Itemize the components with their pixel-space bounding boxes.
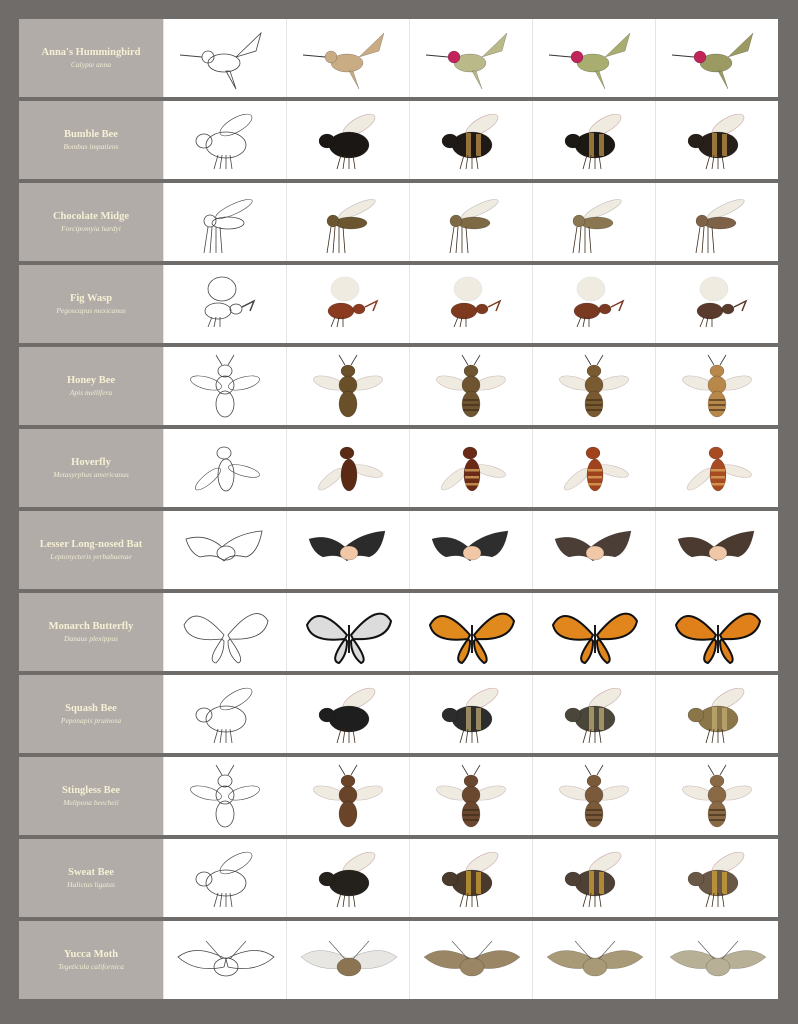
illustration-detailed-shading — [532, 675, 655, 753]
species-illustration-grid — [19, 19, 778, 1005]
species-label — [19, 19, 163, 97]
honeybee-illustration — [166, 349, 284, 423]
illustration-outline-sketch — [163, 19, 286, 97]
species-common-name: Fig Wasp — [69, 293, 113, 305]
bat-illustration — [658, 513, 776, 587]
illustration-final-render — [655, 757, 778, 835]
species-row — [19, 921, 778, 999]
hummingbird-illustration — [412, 21, 530, 95]
stingless-illustration — [658, 759, 776, 833]
illustration-outline-sketch — [163, 183, 286, 261]
squashbee-illustration — [166, 677, 284, 751]
illustration-basic-shading — [409, 593, 532, 671]
illustration-outline-sketch — [163, 429, 286, 507]
bat-illustration — [289, 513, 407, 587]
species-label — [19, 265, 163, 343]
species-common-name: Anna's Hummingbird — [41, 47, 141, 59]
species-row — [19, 593, 778, 671]
hummingbird-illustration — [658, 21, 776, 95]
stingless-illustration — [535, 759, 653, 833]
moth-illustration — [535, 923, 653, 997]
species-row — [19, 265, 778, 343]
midge-illustration — [658, 185, 776, 259]
species-row — [19, 429, 778, 507]
illustration-outline-sketch — [163, 101, 286, 179]
illustration-outline-sketch — [163, 265, 286, 343]
illustration-flat-color — [286, 511, 409, 589]
hummingbird-illustration — [166, 21, 284, 95]
species-row — [19, 675, 778, 753]
illustration-basic-shading — [409, 921, 532, 999]
species-label — [19, 511, 163, 589]
hoverfly-illustration — [535, 431, 653, 505]
illustration-final-render — [655, 839, 778, 917]
butterfly-illustration — [289, 595, 407, 669]
illustration-flat-color — [286, 675, 409, 753]
illustration-outline-sketch — [163, 675, 286, 753]
stingless-illustration — [166, 759, 284, 833]
squashbee-illustration — [412, 677, 530, 751]
illustration-flat-color — [286, 429, 409, 507]
illustration-final-render — [655, 265, 778, 343]
illustration-basic-shading — [409, 675, 532, 753]
honeybee-illustration — [658, 349, 776, 423]
sweatbee-illustration — [535, 841, 653, 915]
species-label — [19, 593, 163, 671]
illustration-detailed-shading — [532, 183, 655, 261]
species-scientific-name: Melipona beecheii — [63, 797, 119, 807]
species-scientific-name: Metasyrphus americanus — [53, 469, 129, 479]
butterfly-illustration — [412, 595, 530, 669]
illustration-outline-sketch — [163, 839, 286, 917]
illustration-detailed-shading — [532, 265, 655, 343]
honeybee-illustration — [535, 349, 653, 423]
illustration-detailed-shading — [532, 429, 655, 507]
hoverfly-illustration — [166, 431, 284, 505]
illustration-flat-color — [286, 19, 409, 97]
illustration-outline-sketch — [163, 511, 286, 589]
species-label — [19, 429, 163, 507]
wasp-illustration — [535, 267, 653, 341]
butterfly-illustration — [535, 595, 653, 669]
illustration-basic-shading — [409, 265, 532, 343]
illustration-outline-sketch — [163, 921, 286, 999]
illustration-flat-color — [286, 101, 409, 179]
species-scientific-name: Forcipomyia hardyi — [61, 223, 121, 233]
illustration-basic-shading — [409, 511, 532, 589]
species-label — [19, 757, 163, 835]
bumblebee-illustration — [166, 103, 284, 177]
illustration-outline-sketch — [163, 757, 286, 835]
species-row — [19, 511, 778, 589]
bat-illustration — [535, 513, 653, 587]
illustration-final-render — [655, 511, 778, 589]
species-scientific-name: Calypte anna — [70, 59, 112, 69]
sweatbee-illustration — [289, 841, 407, 915]
illustration-outline-sketch — [163, 347, 286, 425]
species-common-name: Hoverfly — [71, 457, 111, 469]
bumblebee-illustration — [535, 103, 653, 177]
illustration-flat-color — [286, 265, 409, 343]
species-row — [19, 757, 778, 835]
illustration-flat-color — [286, 593, 409, 671]
illustration-basic-shading — [409, 183, 532, 261]
illustration-detailed-shading — [532, 921, 655, 999]
species-common-name: Yucca Moth — [63, 949, 119, 961]
species-label — [19, 101, 163, 179]
squashbee-illustration — [658, 677, 776, 751]
species-scientific-name: Danaus plexippus — [64, 633, 118, 643]
midge-illustration — [166, 185, 284, 259]
midge-illustration — [535, 185, 653, 259]
stingless-illustration — [412, 759, 530, 833]
species-row — [19, 183, 778, 261]
species-row — [19, 19, 778, 97]
species-row — [19, 101, 778, 179]
bat-illustration — [166, 513, 284, 587]
species-row — [19, 347, 778, 425]
butterfly-illustration — [166, 595, 284, 669]
species-common-name: Lesser Long-nosed Bat — [39, 539, 143, 551]
species-common-name: Chocolate Midge — [52, 211, 130, 223]
squashbee-illustration — [289, 677, 407, 751]
moth-illustration — [166, 923, 284, 997]
illustration-final-render — [655, 593, 778, 671]
hummingbird-illustration — [535, 21, 653, 95]
illustration-final-render — [655, 429, 778, 507]
wasp-illustration — [166, 267, 284, 341]
illustration-flat-color — [286, 183, 409, 261]
species-label — [19, 921, 163, 999]
moth-illustration — [289, 923, 407, 997]
species-scientific-name: Bombus impatiens — [63, 141, 119, 151]
bumblebee-illustration — [658, 103, 776, 177]
species-row — [19, 839, 778, 917]
honeybee-illustration — [412, 349, 530, 423]
species-common-name: Bumble Bee — [64, 129, 118, 141]
illustration-detailed-shading — [532, 101, 655, 179]
species-scientific-name: Halictus ligatus — [67, 879, 115, 889]
illustration-basic-shading — [409, 757, 532, 835]
illustration-final-render — [655, 101, 778, 179]
illustration-basic-shading — [409, 429, 532, 507]
species-scientific-name: Leptonycteris yerbabuenae — [50, 551, 132, 561]
species-scientific-name: Peponapis pruinosa — [60, 715, 122, 725]
illustration-detailed-shading — [532, 839, 655, 917]
illustration-detailed-shading — [532, 19, 655, 97]
species-common-name: Monarch Butterfly — [48, 621, 134, 633]
illustration-outline-sketch — [163, 593, 286, 671]
species-common-name: Honey Bee — [66, 375, 116, 387]
species-common-name: Stingless Bee — [61, 785, 121, 797]
species-label — [19, 347, 163, 425]
illustration-flat-color — [286, 757, 409, 835]
illustration-basic-shading — [409, 19, 532, 97]
midge-illustration — [289, 185, 407, 259]
bumblebee-illustration — [289, 103, 407, 177]
hoverfly-illustration — [412, 431, 530, 505]
illustration-detailed-shading — [532, 593, 655, 671]
illustration-detailed-shading — [532, 757, 655, 835]
bat-illustration — [412, 513, 530, 587]
species-scientific-name: Pegoscapus mexicanus — [56, 305, 126, 315]
species-common-name: Squash Bee — [65, 703, 117, 715]
species-common-name: Sweat Bee — [68, 867, 114, 879]
illustration-flat-color — [286, 839, 409, 917]
species-scientific-name: Tegeticula californica — [58, 961, 124, 971]
illustration-final-render — [655, 675, 778, 753]
illustration-flat-color — [286, 921, 409, 999]
illustration-final-render — [655, 347, 778, 425]
illustration-detailed-shading — [532, 347, 655, 425]
hoverfly-illustration — [658, 431, 776, 505]
wasp-illustration — [289, 267, 407, 341]
species-scientific-name: Apis mellifera — [69, 387, 113, 397]
moth-illustration — [658, 923, 776, 997]
illustration-basic-shading — [409, 347, 532, 425]
illustration-final-render — [655, 19, 778, 97]
species-label — [19, 183, 163, 261]
butterfly-illustration — [658, 595, 776, 669]
midge-illustration — [412, 185, 530, 259]
moth-illustration — [412, 923, 530, 997]
sweatbee-illustration — [412, 841, 530, 915]
honeybee-illustration — [289, 349, 407, 423]
bumblebee-illustration — [412, 103, 530, 177]
hoverfly-illustration — [289, 431, 407, 505]
illustration-basic-shading — [409, 101, 532, 179]
squashbee-illustration — [535, 677, 653, 751]
hummingbird-illustration — [289, 21, 407, 95]
stingless-illustration — [289, 759, 407, 833]
illustration-basic-shading — [409, 839, 532, 917]
wasp-illustration — [412, 267, 530, 341]
illustration-detailed-shading — [532, 511, 655, 589]
sweatbee-illustration — [166, 841, 284, 915]
sweatbee-illustration — [658, 841, 776, 915]
illustration-flat-color — [286, 347, 409, 425]
species-label — [19, 675, 163, 753]
illustration-final-render — [655, 921, 778, 999]
species-label — [19, 839, 163, 917]
illustration-final-render — [655, 183, 778, 261]
wasp-illustration — [658, 267, 776, 341]
